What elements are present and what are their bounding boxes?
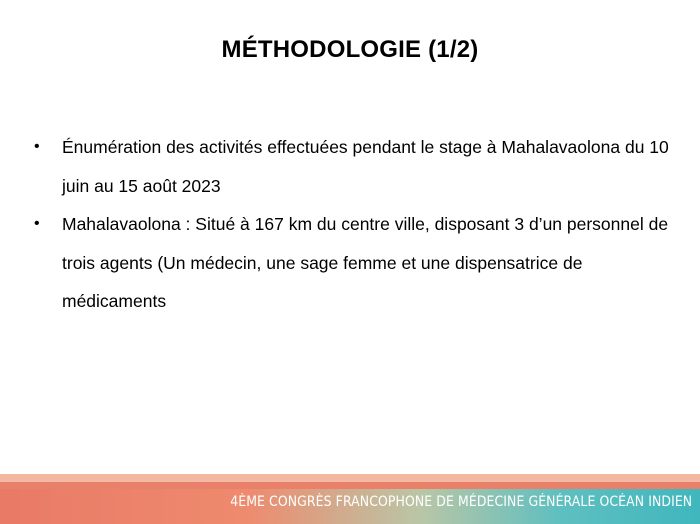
footer-stripe-coral (0, 482, 700, 489)
bullet-icon: • (34, 215, 40, 232)
bullet-text: Énumération des activités effectuées pendant le stage à Mahalavaolona du 10 juin au 15 août 2023 (62, 137, 669, 196)
footer-stripe-light (0, 474, 700, 482)
bullet-list (34, 128, 674, 321)
footer-conference-title: 4ÈME CONGRÈS FRANCOPHONE DE MÉDECINE GÉNÉRALE OCÉAN INDIEN (229, 494, 692, 510)
footer-banner (0, 474, 700, 524)
bullet-item (34, 205, 674, 321)
bullet-text: Mahalavaolona : Situé à 167 km du centre ville, disposant 3 d’un personnel de trois agents (Un médecin, une sage femme et une dispensatrice de médicaments (62, 214, 669, 311)
bullet-item (34, 128, 674, 205)
bullet-icon: • (34, 138, 40, 155)
slide-title: MÉTHODOLOGIE (1/2) (221, 36, 479, 63)
